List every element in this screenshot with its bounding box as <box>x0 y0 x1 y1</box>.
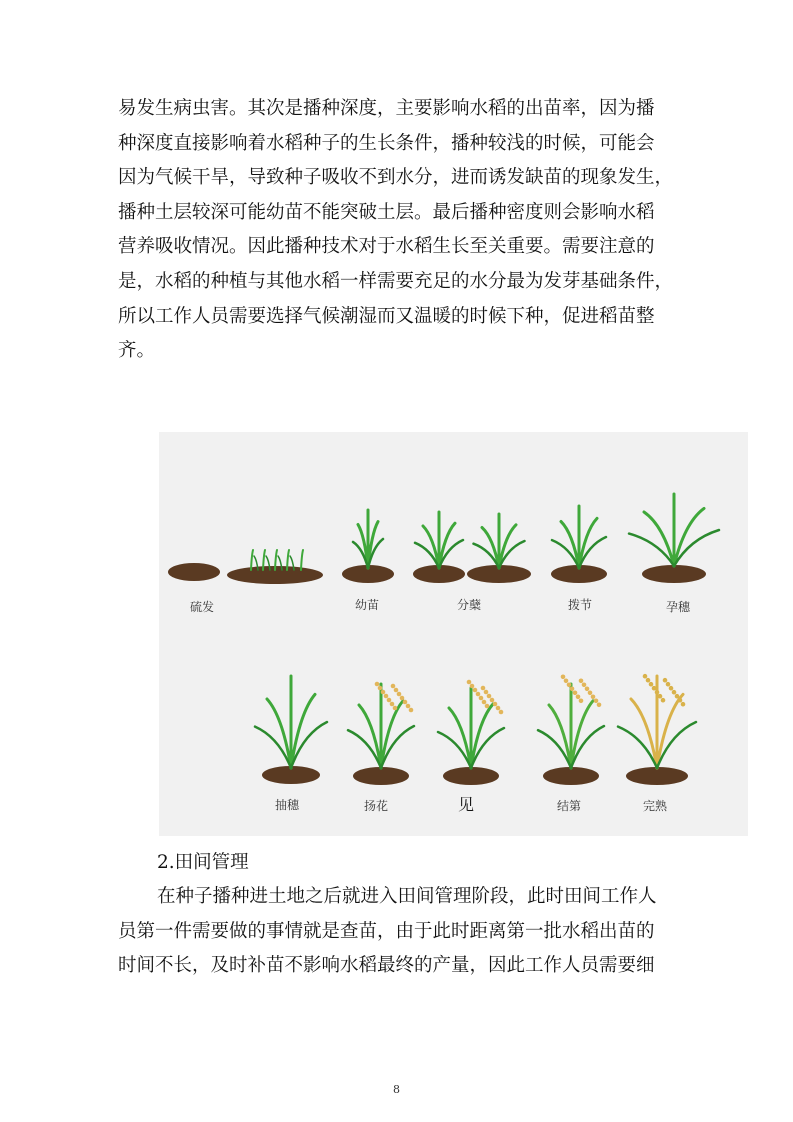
stage-label-seedling: 幼苗 <box>354 598 380 612</box>
paragraph-line: 易发生病虫害。其次是播种深度，主要影响水稻的出苗率，因为播 <box>118 98 655 119</box>
paragraph-line: 所以工作人员需要选择气候潮湿而又温暖的时候下种，促进稻苗整 <box>118 305 655 327</box>
grain <box>470 684 475 689</box>
grain <box>573 691 578 696</box>
page-number: 8 <box>393 1083 400 1096</box>
paragraph-line: 营养吸收情况。因此播种技术对于水稻生长至关重要。需要注意的 <box>118 236 655 258</box>
grain <box>378 686 383 691</box>
grain <box>400 696 405 701</box>
stage-label-booting: 孕穗 <box>665 600 691 614</box>
grain <box>482 700 487 705</box>
grain <box>582 683 587 688</box>
grain <box>387 698 392 703</box>
grain <box>649 682 654 687</box>
soil-mound <box>626 767 688 785</box>
grain <box>570 687 575 692</box>
grain <box>381 690 386 695</box>
stage-label-maturity: 完熟 <box>642 799 668 813</box>
leaf <box>301 550 303 570</box>
grain <box>384 694 389 699</box>
grain <box>496 706 501 711</box>
grain <box>561 675 566 680</box>
grain <box>473 688 478 693</box>
grain <box>391 684 396 689</box>
grain <box>406 704 411 709</box>
leaf <box>618 727 657 768</box>
grain <box>409 708 414 713</box>
rice-growth-stages-figure <box>159 432 748 836</box>
grain <box>658 694 663 699</box>
paragraph-line: 播种土层较深可能幼苗不能突破土层。最后播种密度则会影响水稻 <box>118 201 655 223</box>
grain <box>579 699 584 704</box>
grain <box>485 704 490 709</box>
paragraph-line: 因为气候干旱，导致种子吸收不到水分，进而诱发缺苗的现象发生， <box>118 167 674 189</box>
grain <box>579 679 584 684</box>
grain <box>585 687 590 692</box>
paragraph-line: 种深度直接影响着水稻种子的生长条件，播种较浅的时候，可能会 <box>118 132 655 154</box>
grain <box>669 686 674 691</box>
grain <box>576 695 581 700</box>
grain <box>476 692 481 697</box>
grain <box>479 696 484 701</box>
grain <box>487 694 492 699</box>
soil-mound <box>543 767 599 785</box>
grain <box>499 710 504 715</box>
grain <box>663 678 668 683</box>
paragraph-line: 员第一件需要做的事情就是查苗，由于此时距离第一批水稻出苗的 <box>118 920 655 942</box>
grain <box>567 683 572 688</box>
stage-label-tillering: 分蘖 <box>456 598 482 612</box>
grain <box>493 702 498 707</box>
grain <box>394 688 399 693</box>
grain <box>484 690 489 695</box>
stage-label-heading: 抽穗 <box>274 798 300 812</box>
grain <box>481 686 486 691</box>
soil-mound <box>642 565 706 583</box>
grain <box>678 698 683 703</box>
stage-label-milk: 见 <box>457 795 475 814</box>
grain <box>655 690 660 695</box>
stage-label-flowering: 扬花 <box>363 799 389 813</box>
grain <box>403 700 408 705</box>
grain <box>467 680 472 685</box>
grain <box>564 679 569 684</box>
grain <box>672 690 677 695</box>
grain <box>393 706 398 711</box>
grain <box>490 698 495 703</box>
leaf <box>251 550 253 570</box>
grain <box>588 691 593 696</box>
body-paragraph <box>118 880 678 984</box>
stage-label-jointing: 拨节 <box>567 598 593 612</box>
grain <box>681 702 686 707</box>
soil-mound <box>443 767 499 785</box>
grain <box>646 678 651 683</box>
rice-plants-illustration <box>159 432 748 836</box>
grain <box>597 703 602 708</box>
grain <box>591 695 596 700</box>
stage-label-grain-fill: 结第 <box>556 799 582 813</box>
paragraph-line: 在种子播种进土地之后就进入田间管理阶段，此时田间工作人 <box>157 886 657 907</box>
paragraph-line: 时间不长，及时补苗不影响水稻最终的产量，因此工作人员需要细 <box>118 955 655 977</box>
section-heading: 2.田间管理 <box>157 852 249 873</box>
grain <box>652 686 657 691</box>
paragraph-line: 齐。 <box>118 340 156 362</box>
grain <box>643 674 648 679</box>
leaf <box>629 534 674 566</box>
stage-label-germination: 硫发 <box>189 600 215 614</box>
grain <box>675 694 680 699</box>
grain <box>594 699 599 704</box>
grain <box>390 702 395 707</box>
soil-mound <box>168 563 220 581</box>
grain <box>375 682 380 687</box>
paragraph-line: 是，水稻的种植与其他水稻一样需要充足的水分最为发芽基础条件， <box>118 270 674 292</box>
grain <box>661 698 666 703</box>
grain <box>397 692 402 697</box>
body-paragraph <box>118 92 678 369</box>
soil-mound <box>353 767 409 785</box>
grain <box>666 682 671 687</box>
